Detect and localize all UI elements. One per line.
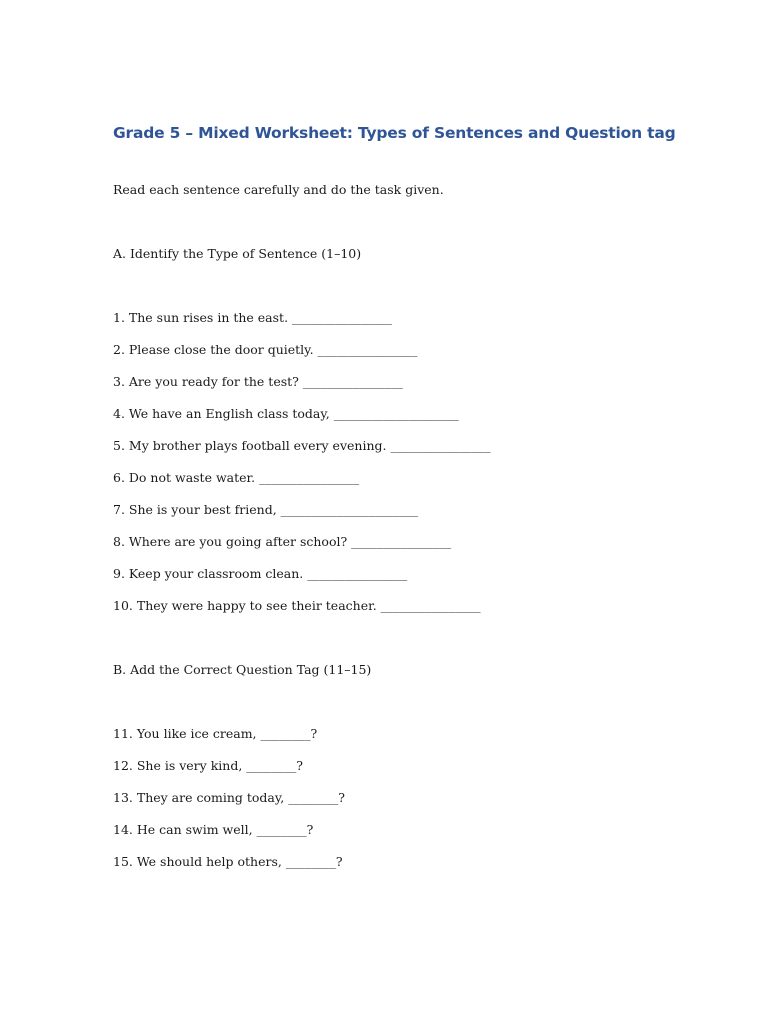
question-9: 9. Keep your classroom clean. ________________ xyxy=(113,566,408,581)
question-15: 15. We should help others, ________? xyxy=(113,854,343,869)
question-1: 1. The sun rises in the east. ________________ xyxy=(113,310,393,325)
question-14: 14. He can swim well, ________? xyxy=(113,822,314,837)
instructions-text: Read each sentence carefully and do the task given. xyxy=(113,182,444,197)
question-6: 6. Do not waste water. ________________ xyxy=(113,470,360,485)
question-11: 11. You like ice cream, ________? xyxy=(113,726,318,741)
question-8: 8. Where are you going after school? ________________ xyxy=(113,534,452,549)
worksheet-title: Grade 5 – Mixed Worksheet: Types of Sentences and Question tag xyxy=(113,124,676,142)
question-13: 13. They are coming today, ________? xyxy=(113,790,345,805)
section-a-heading: A. Identify the Type of Sentence (1–10) xyxy=(113,246,362,261)
question-12: 12. She is very kind, ________? xyxy=(113,758,303,773)
question-10: 10. They were happy to see their teacher. ________________ xyxy=(113,598,481,613)
question-5: 5. My brother plays football every evening. ________________ xyxy=(113,438,491,453)
section-b-heading: B. Add the Correct Question Tag (11–15) xyxy=(113,662,372,677)
question-2: 2. Please close the door quietly. ________________ xyxy=(113,342,418,357)
question-7: 7. She is your best friend, ______________________ xyxy=(113,502,419,517)
question-4: 4. We have an English class today, ____________________ xyxy=(113,406,459,421)
question-3: 3. Are you ready for the test? ________________ xyxy=(113,374,403,389)
